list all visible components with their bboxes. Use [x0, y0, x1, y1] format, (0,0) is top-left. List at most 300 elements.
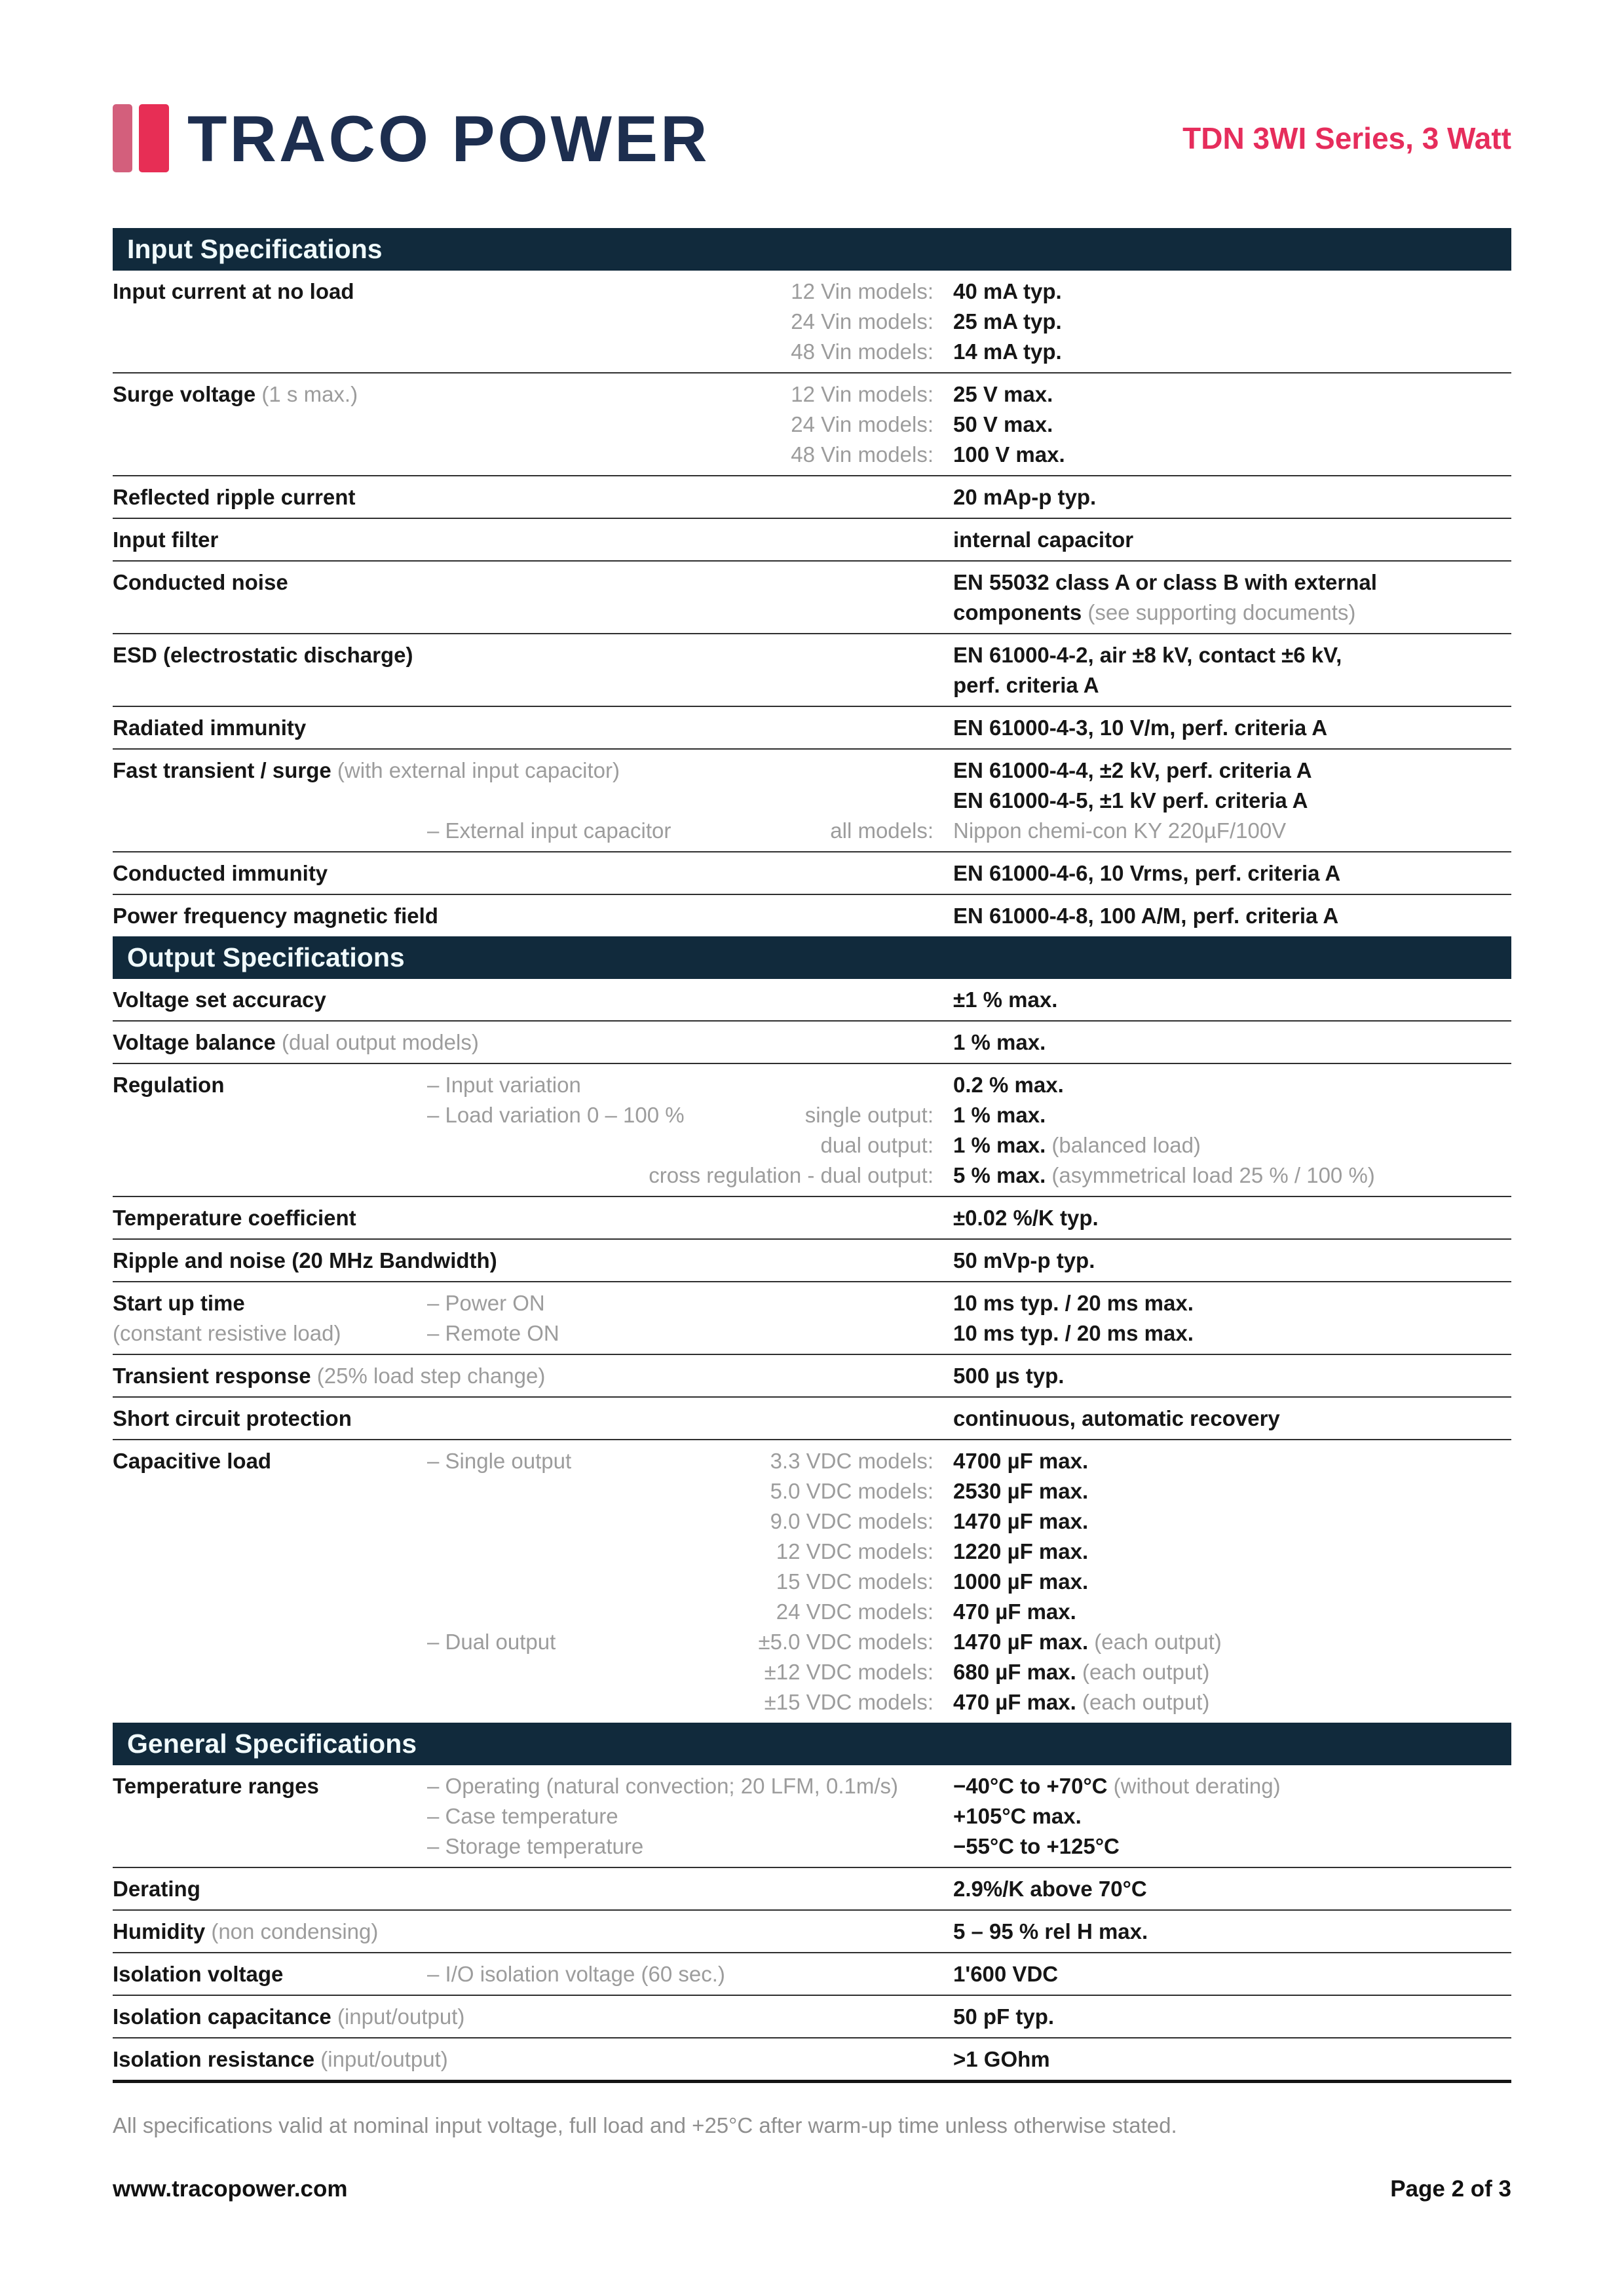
- spec-line-left: [427, 1404, 953, 1434]
- spec-lines: [427, 2044, 1379, 2075]
- section-header: [113, 228, 1511, 271]
- spec-line: [427, 1288, 1379, 1318]
- spec-value-note: (asymmetrical load 25 % / 100 %): [1046, 1163, 1375, 1187]
- spec-line: [427, 985, 1379, 1015]
- spec-line-left: [427, 1361, 953, 1391]
- spec-section: [113, 1723, 1511, 2083]
- spec-row: [113, 1911, 1511, 1953]
- page-footer: [113, 2176, 1511, 2202]
- spec-value: [953, 1874, 1379, 1904]
- spec-parameter-name: Radiated immunity: [113, 716, 307, 740]
- spec-line: [427, 1959, 1379, 1989]
- spec-parameter: [113, 1446, 427, 1717]
- spec-line: [427, 1446, 1379, 1476]
- spec-line-left: [427, 1771, 953, 1801]
- spec-value: [953, 1318, 1379, 1349]
- spec-parameter-note: (input/output): [314, 2047, 448, 2071]
- spec-line: [427, 786, 1379, 816]
- spec-subparameter: – I/O isolation voltage (60 sec.): [427, 1962, 725, 1986]
- spec-qualifier: 24 Vin models:: [791, 309, 934, 334]
- spec-value-text: 2.9%/K above 70°C: [953, 1877, 1147, 1901]
- spec-qualifier: 48 Vin models:: [791, 442, 934, 467]
- spec-subparameter: – Remote ON: [427, 1321, 559, 1345]
- spec-value-text: 1 % max.: [953, 1133, 1046, 1157]
- spec-line: [427, 1874, 1379, 1904]
- spec-line: [427, 440, 1379, 470]
- spec-line-left: [427, 713, 953, 743]
- spec-value-note: (see supporting documents): [1082, 600, 1356, 624]
- spec-parameter: [113, 277, 427, 367]
- spec-value: [953, 756, 1379, 786]
- spec-row: [113, 2038, 1511, 2083]
- masthead: [113, 0, 1511, 177]
- spec-value-note: (each output): [1076, 1690, 1210, 1714]
- spec-line-left: [427, 482, 953, 512]
- spec-value: [953, 1100, 1379, 1130]
- spec-parameter-name: Derating: [113, 1877, 200, 1901]
- spec-parameter-name: Temperature coefficient: [113, 1206, 356, 1230]
- spec-row: [113, 1398, 1511, 1440]
- spec-value-text: 25 V max.: [953, 382, 1053, 406]
- spec-parameter-name: Conducted noise: [113, 570, 288, 594]
- spec-value-text: 470 µF max.: [953, 1690, 1076, 1714]
- spec-qualifier: 9.0 VDC models:: [770, 1509, 934, 1533]
- spec-value-text: 25 mA typ.: [953, 309, 1062, 334]
- spec-row: [113, 852, 1511, 895]
- spec-value: [953, 1476, 1379, 1506]
- spec-row: [113, 519, 1511, 562]
- spec-subparameter: – Operating (natural convection; 20 LFM, 0.1m/s): [427, 1774, 899, 1798]
- spec-value-note: (balanced load): [1046, 1133, 1201, 1157]
- spec-lines: [427, 640, 1379, 700]
- spec-parameter-name: Input filter: [113, 527, 219, 552]
- spec-line-left: [427, 985, 953, 1015]
- spec-line: [427, 858, 1379, 889]
- spec-value: [953, 1567, 1379, 1597]
- spec-line-left: [427, 816, 953, 846]
- spec-parameter-name: Voltage set accuracy: [113, 987, 326, 1012]
- spec-lines: [427, 2002, 1379, 2032]
- spec-value-text: 4700 µF max.: [953, 1449, 1089, 1473]
- spec-value-text: EN 61000-4-6, 10 Vrms, perf. criteria A: [953, 861, 1341, 885]
- spec-qualifier: ±12 VDC models:: [764, 1660, 934, 1684]
- spec-line-left: [427, 307, 953, 337]
- spec-row: [113, 1282, 1511, 1355]
- spec-value-text: 14 mA typ.: [953, 339, 1062, 364]
- spec-value: [953, 482, 1379, 512]
- spec-subparameter: – Dual output: [427, 1630, 556, 1654]
- spec-value: [953, 1404, 1379, 1434]
- spec-line: [427, 1130, 1379, 1160]
- spec-parameter: [113, 379, 427, 470]
- spec-line: [427, 1476, 1379, 1506]
- spec-value-text: 1 % max.: [953, 1103, 1046, 1127]
- spec-line: [427, 307, 1379, 337]
- spec-row: [113, 1064, 1511, 1197]
- spec-sections: [113, 228, 1511, 2083]
- spec-parameter-name: Transient response: [113, 1364, 311, 1388]
- spec-value-text: 10 ms typ. / 20 ms max.: [953, 1291, 1194, 1315]
- spec-value: [953, 1361, 1379, 1391]
- page: [113, 0, 1511, 2202]
- spec-lines: [427, 1361, 1379, 1391]
- spec-row: [113, 979, 1511, 1022]
- spec-parameter: [113, 1917, 427, 1947]
- spec-line-left: [427, 410, 953, 440]
- spec-parameter: [113, 1246, 497, 1276]
- spec-line-left: [427, 1203, 953, 1233]
- spec-value: [953, 1537, 1379, 1567]
- spec-line-left: [427, 1318, 953, 1349]
- spec-subparameter: – Power ON: [427, 1291, 545, 1315]
- spec-value: [953, 1288, 1379, 1318]
- spec-subparameter: – External input capacitor: [427, 818, 671, 843]
- spec-value: [953, 1627, 1379, 1657]
- spec-parameter-name: Input current at no load: [113, 279, 354, 303]
- spec-value-text: 470 µF max.: [953, 1599, 1076, 1624]
- spec-value-text: 2530 µF max.: [953, 1479, 1089, 1503]
- spec-value: [953, 1027, 1379, 1058]
- spec-qualifier: 3.3 VDC models:: [770, 1449, 934, 1473]
- spec-value: [953, 1657, 1379, 1687]
- spec-value-text: ±0.02 %/K typ.: [953, 1206, 1099, 1230]
- spec-line-left: [427, 567, 953, 628]
- spec-parameter-name: Isolation voltage: [113, 1962, 284, 1986]
- spec-row: [113, 1440, 1511, 1723]
- spec-value: [953, 1917, 1379, 1947]
- spec-value: [953, 440, 1379, 470]
- spec-value-text: 5 – 95 % rel H max.: [953, 1919, 1148, 1943]
- spec-row: [113, 1240, 1511, 1282]
- spec-parameter: [113, 1771, 427, 1862]
- spec-line-left: [427, 858, 953, 889]
- spec-line-left: [427, 1160, 953, 1191]
- spec-lines: [427, 1027, 1379, 1058]
- spec-lines: [427, 1246, 1379, 1276]
- spec-line-left: [427, 1567, 953, 1597]
- spec-row: [113, 707, 1511, 750]
- spec-value-text: 40 mA typ.: [953, 279, 1062, 303]
- spec-value-text: EN 61000-4-2, air ±8 kV, contact ±6 kV, perf. criteria A: [953, 643, 1342, 697]
- section-title: General Specifications: [127, 1729, 417, 1759]
- spec-parameter-name: Voltage balance: [113, 1030, 276, 1054]
- spec-parameter-name: Power frequency magnetic field: [113, 904, 438, 928]
- spec-qualifier: single output:: [804, 1103, 934, 1127]
- spec-line: [427, 816, 1379, 846]
- spec-row: [113, 271, 1511, 373]
- spec-line-left: [427, 440, 953, 470]
- spec-value: [953, 816, 1379, 846]
- spec-qualifier: 24 VDC models:: [776, 1599, 934, 1624]
- spec-line-left: [427, 379, 953, 410]
- spec-value-text: EN 61000-4-8, 100 A/M, perf. criteria A: [953, 904, 1339, 928]
- spec-value: [953, 1506, 1379, 1537]
- spec-line: [427, 1687, 1379, 1717]
- spec-value-text: ±1 % max.: [953, 987, 1058, 1012]
- spec-line-left: [427, 2044, 953, 2075]
- spec-value: [953, 640, 1379, 700]
- spec-value-text: 500 µs typ.: [953, 1364, 1065, 1388]
- page-number: Page 2 of 3: [1390, 2176, 1511, 2202]
- spec-parameter: [113, 640, 427, 700]
- spec-value: [953, 1070, 1379, 1100]
- spec-value-text: 1220 µF max.: [953, 1539, 1089, 1563]
- spec-value: [953, 1687, 1379, 1717]
- spec-qualifier: 12 VDC models:: [776, 1539, 934, 1563]
- spec-qualifier: all models:: [830, 818, 934, 843]
- section-title: Input Specifications: [127, 234, 383, 264]
- spec-subparameter: – Single output: [427, 1449, 572, 1473]
- spec-line: [427, 713, 1379, 743]
- spec-line-left: [427, 525, 953, 555]
- spec-line: [427, 337, 1379, 367]
- spec-parameter: [113, 525, 427, 555]
- spec-parameter-note: (25% load step change): [311, 1364, 546, 1388]
- spec-row: [113, 1355, 1511, 1398]
- footnote: All specifications valid at nominal input voltage, full load and +25°C after warm-up time unless otherwise stated.: [113, 2113, 1177, 2137]
- spec-line-left: [427, 1100, 953, 1130]
- spec-lines: [427, 985, 1379, 1015]
- spec-parameter-name: Temperature ranges: [113, 1774, 319, 1798]
- spec-line-left: [427, 1130, 953, 1160]
- spec-lines: [427, 525, 1379, 555]
- logo-bar-icon: [139, 104, 169, 172]
- spec-line-left: [427, 1959, 953, 1989]
- spec-value-text: −40°C to +70°C: [953, 1774, 1108, 1798]
- spec-value: [953, 379, 1379, 410]
- spec-value-text: 1'600 VDC: [953, 1962, 1059, 1986]
- spec-line: [427, 1100, 1379, 1130]
- section-header: [113, 1723, 1511, 1765]
- spec-parameter: [113, 1959, 427, 1989]
- spec-qualifier: 24 Vin models:: [791, 412, 934, 436]
- spec-row: [113, 1197, 1511, 1240]
- spec-lines: [427, 901, 1379, 931]
- spec-line-left: [427, 1288, 953, 1318]
- spec-line-left: [427, 1070, 953, 1100]
- spec-parameter: [113, 985, 427, 1015]
- spec-line: [427, 1831, 1379, 1862]
- spec-line: [427, 901, 1379, 931]
- spec-parameter-note: (non condensing): [205, 1919, 379, 1943]
- spec-parameter: [113, 1288, 427, 1349]
- spec-value: [953, 1446, 1379, 1476]
- spec-lines: [427, 1959, 1379, 1989]
- spec-row: [113, 895, 1511, 936]
- spec-value: [953, 1246, 1379, 1276]
- spec-row: [113, 1765, 1511, 1868]
- spec-value-text: internal capacitor: [953, 527, 1134, 552]
- spec-row: [113, 562, 1511, 634]
- spec-value: [953, 1959, 1379, 1989]
- spec-value-note: (each output): [1076, 1660, 1210, 1684]
- spec-value-note: (each output): [1088, 1630, 1222, 1654]
- spec-value-note: (without derating): [1107, 1774, 1281, 1798]
- spec-value: [953, 713, 1379, 743]
- spec-parameter-name: ESD (electrostatic discharge): [113, 643, 413, 667]
- spec-value: [953, 1801, 1379, 1831]
- spec-line: [427, 1506, 1379, 1537]
- logo-bars-icon: [113, 104, 169, 172]
- spec-value-text: 50 mVp-p typ.: [953, 1248, 1095, 1272]
- spec-parameter-note: (with external input capacitor): [331, 758, 620, 782]
- spec-value: [953, 277, 1379, 307]
- traco-power-logo: [113, 102, 710, 175]
- spec-line-left: [427, 1657, 953, 1687]
- spec-line-left: [427, 901, 953, 931]
- spec-value: [953, 786, 1379, 816]
- spec-line-left: [427, 640, 953, 700]
- spec-value-text: 1000 µF max.: [953, 1569, 1089, 1594]
- spec-parameter-name: Reflected ripple current: [113, 485, 356, 509]
- spec-parameter: [113, 2044, 448, 2075]
- spec-parameter-name: Capacitive load: [113, 1449, 272, 1473]
- spec-lines: [427, 567, 1379, 628]
- section-title: Output Specifications: [127, 942, 405, 972]
- spec-lines: [427, 482, 1379, 512]
- spec-parameter: [113, 1070, 427, 1191]
- spec-lines: [427, 1203, 1379, 1233]
- logo-wordmark: TRACO POWER: [187, 102, 710, 175]
- spec-value-text: +105°C max.: [953, 1804, 1082, 1828]
- spec-value-text: 20 mAp-p typ.: [953, 485, 1097, 509]
- spec-line-left: [427, 2002, 953, 2032]
- spec-line: [427, 1404, 1379, 1434]
- spec-lines: [427, 713, 1379, 743]
- spec-line-left: [427, 1597, 953, 1627]
- spec-value-text: 680 µF max.: [953, 1660, 1076, 1684]
- spec-row: [113, 373, 1511, 476]
- spec-row: [113, 1953, 1511, 1996]
- spec-subparameter: – Input variation: [427, 1073, 581, 1097]
- spec-parameter-name: Short circuit protection: [113, 1406, 352, 1430]
- spec-line-left: [427, 1506, 953, 1537]
- spec-line: [427, 1657, 1379, 1687]
- spec-value: [953, 2002, 1379, 2032]
- spec-value-text: continuous, automatic recovery: [953, 1406, 1280, 1430]
- spec-subparameter: – Case temperature: [427, 1804, 618, 1828]
- spec-line: [427, 482, 1379, 512]
- spec-line: [427, 1160, 1379, 1191]
- spec-parameter: [113, 858, 427, 889]
- spec-qualifier: cross regulation - dual output:: [649, 1163, 934, 1187]
- spec-lines: [427, 1874, 1379, 1904]
- spec-line: [427, 756, 1379, 786]
- spec-lines: [427, 1446, 1379, 1717]
- spec-qualifier: 48 Vin models:: [791, 339, 934, 364]
- spec-value-text: 100 V max.: [953, 442, 1065, 467]
- spec-section: [113, 228, 1511, 936]
- spec-line-left: [427, 1446, 953, 1476]
- spec-value: [953, 1597, 1379, 1627]
- spec-lines: [427, 1771, 1379, 1862]
- spec-line: [427, 1537, 1379, 1567]
- spec-line-left: [427, 337, 953, 367]
- spec-parameter-name: Humidity: [113, 1919, 206, 1943]
- spec-value-text: 1470 µF max.: [953, 1630, 1089, 1654]
- spec-line: [427, 1027, 1379, 1058]
- spec-parameter: [113, 482, 427, 512]
- spec-parameter-name: Isolation resistance: [113, 2047, 315, 2071]
- spec-line: [427, 1627, 1379, 1657]
- spec-value-gray: Nippon chemi-con KY 220µF/100V: [953, 818, 1287, 843]
- spec-line-left: [427, 1476, 953, 1506]
- spec-value-text: >1 GOhm: [953, 2047, 1050, 2071]
- spec-line-left: [427, 1246, 953, 1276]
- spec-row: [113, 476, 1511, 519]
- spec-value-text: EN 61000-4-5, ±1 kV perf. criteria A: [953, 788, 1308, 813]
- spec-line-left: [427, 1874, 953, 1904]
- spec-value: [953, 901, 1379, 931]
- spec-value: [953, 1203, 1379, 1233]
- spec-section: [113, 936, 1511, 1723]
- spec-parameter-note: (input/output): [331, 2004, 465, 2029]
- spec-parameter-name: Isolation capacitance: [113, 2004, 331, 2029]
- spec-row: [113, 1022, 1511, 1064]
- spec-line: [427, 525, 1379, 555]
- spec-value: [953, 307, 1379, 337]
- spec-parameter: [113, 1361, 546, 1391]
- spec-value: [953, 2044, 1379, 2075]
- spec-line-left: [427, 1627, 953, 1657]
- spec-row: [113, 1996, 1511, 2038]
- spec-row: [113, 1868, 1511, 1911]
- spec-parameter: [113, 901, 438, 931]
- spec-parameter-name: Surge voltage: [113, 382, 256, 406]
- spec-line: [427, 1070, 1379, 1100]
- spec-parameter: [113, 1027, 479, 1058]
- spec-line: [427, 2044, 1379, 2075]
- spec-value: [953, 1831, 1379, 1862]
- spec-parameter-name: Conducted immunity: [113, 861, 328, 885]
- spec-line-left: [427, 1917, 953, 1947]
- spec-row: [113, 750, 1511, 852]
- spec-line: [427, 1597, 1379, 1627]
- logo-bar-icon: [113, 104, 132, 172]
- spec-lines: [427, 277, 1379, 367]
- spec-line: [427, 1361, 1379, 1391]
- spec-subparameter: – Storage temperature: [427, 1834, 644, 1858]
- spec-line: [427, 1917, 1379, 1947]
- spec-line-left: [427, 277, 953, 307]
- spec-value: [953, 567, 1379, 628]
- spec-parameter-name: Regulation: [113, 1073, 225, 1097]
- spec-qualifier: ±5.0 VDC models:: [758, 1630, 934, 1654]
- spec-line: [427, 1801, 1379, 1831]
- spec-parameter-name: Ripple and noise (20 MHz Bandwidth): [113, 1248, 497, 1272]
- spec-subparameter: – Load variation 0 – 100 %: [427, 1103, 685, 1127]
- spec-value: [953, 1160, 1379, 1191]
- spec-value-text: 0.2 % max.: [953, 1073, 1064, 1097]
- spec-qualifier: 12 Vin models:: [791, 279, 934, 303]
- spec-line: [427, 2002, 1379, 2032]
- spec-qualifier: 15 VDC models:: [776, 1569, 934, 1594]
- spec-value-text: 50 pF typ.: [953, 2004, 1055, 2029]
- spec-parameter-note: (1 s max.): [255, 382, 358, 406]
- spec-line: [427, 1771, 1379, 1801]
- section-header: [113, 936, 1511, 979]
- spec-qualifier: ±15 VDC models:: [764, 1690, 934, 1714]
- spec-line: [427, 1318, 1379, 1349]
- spec-value-text: EN 61000-4-4, ±2 kV, perf. criteria A: [953, 758, 1312, 782]
- spec-parameter: [113, 2002, 465, 2032]
- spec-parameter-name: Start up time: [113, 1291, 245, 1315]
- spec-row: [113, 634, 1511, 707]
- spec-qualifier: 12 Vin models:: [791, 382, 934, 406]
- spec-line-left: [427, 1831, 953, 1862]
- spec-line-left: [427, 1687, 953, 1717]
- spec-qualifier: 5.0 VDC models:: [770, 1479, 934, 1503]
